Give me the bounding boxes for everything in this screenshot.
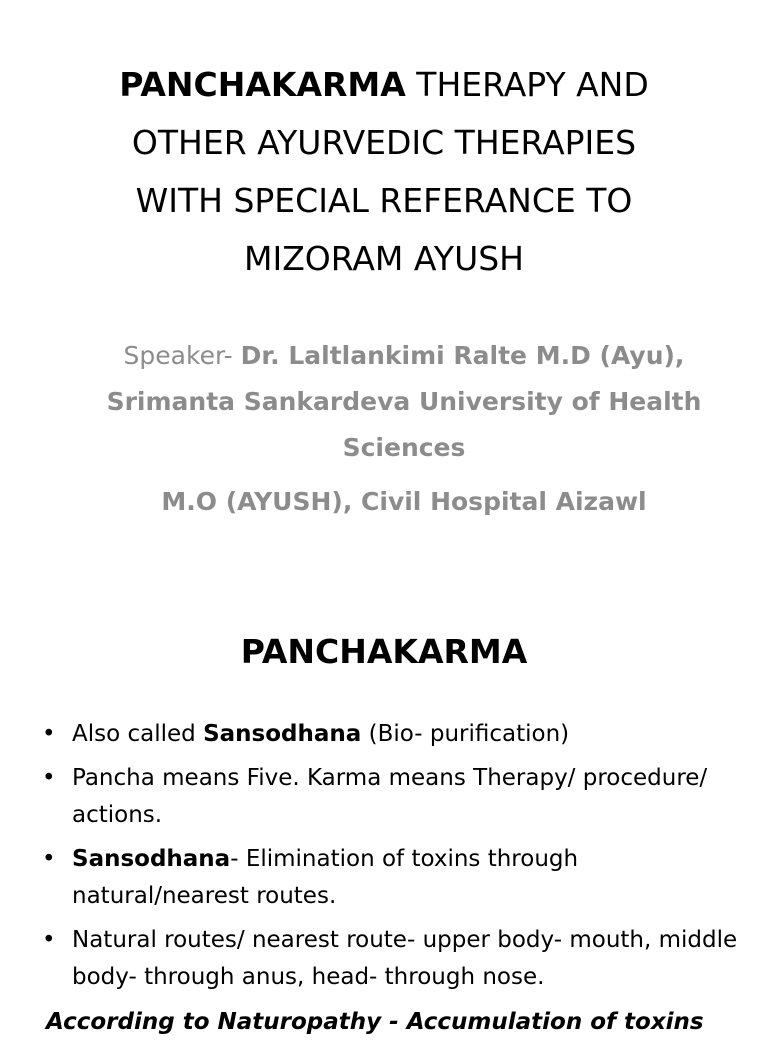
title-line-3: WITH SPECIAL REFERANCE TO	[135, 181, 633, 220]
bullet-dot: •	[42, 927, 56, 953]
speaker-prefix: Speaker-	[123, 341, 241, 370]
title-bold-word: PANCHAKARMA	[119, 65, 406, 104]
bullet-text: Natural routes/ nearest route- upper body- mouth, middle body- through anus, head- through nose.	[72, 927, 738, 990]
slide-heading: PANCHAKARMA	[240, 632, 528, 671]
speaker-line	[40, 333, 768, 379]
bullet-text: Also called	[72, 721, 204, 747]
bullet-dot: •	[42, 846, 56, 872]
bullet-dot: •	[42, 765, 56, 791]
bullet-bold-term: Sansodhana	[203, 721, 362, 747]
speaker-position: M.O (AYUSH), Civil Hospital Aizawl	[161, 487, 647, 516]
bullet-text: Pancha means Five. Karma means Therapy/ procedure/ actions.	[72, 765, 708, 828]
speaker-block	[40, 333, 768, 525]
cut-off-line: According to Naturopathy - Accumulation of toxins	[46, 1009, 704, 1035]
title-line-2: OTHER AYURVEDIC THERAPIES	[131, 123, 637, 162]
title-line-1-rest: THERAPY AND	[405, 65, 649, 104]
bullet-item	[38, 922, 748, 996]
bullet-item	[38, 716, 748, 753]
speaker-name: Dr. Laltlankimi Ralte M.D (Ayu),	[240, 341, 685, 370]
slide-title	[30, 56, 738, 288]
bullet-text-rest: (Bio- purification)	[361, 721, 570, 747]
bullet-item	[38, 760, 748, 834]
bullet-list	[38, 716, 748, 1003]
bullet-text-rest: - Elimination of toxins through natural/nearest routes.	[72, 846, 579, 909]
title-line-4: MIZORAM AYUSH	[243, 239, 524, 278]
speaker-university-line-1: Srimanta Sankardeva University of Health	[106, 387, 702, 416]
content-slide	[0, 576, 768, 1035]
bullet-dot: •	[42, 721, 56, 747]
speaker-university-line-2: Sciences	[342, 433, 466, 462]
bullet-item	[38, 841, 748, 915]
title-line-1	[30, 56, 738, 114]
bullet-bold-term: Sansodhana	[72, 846, 231, 872]
